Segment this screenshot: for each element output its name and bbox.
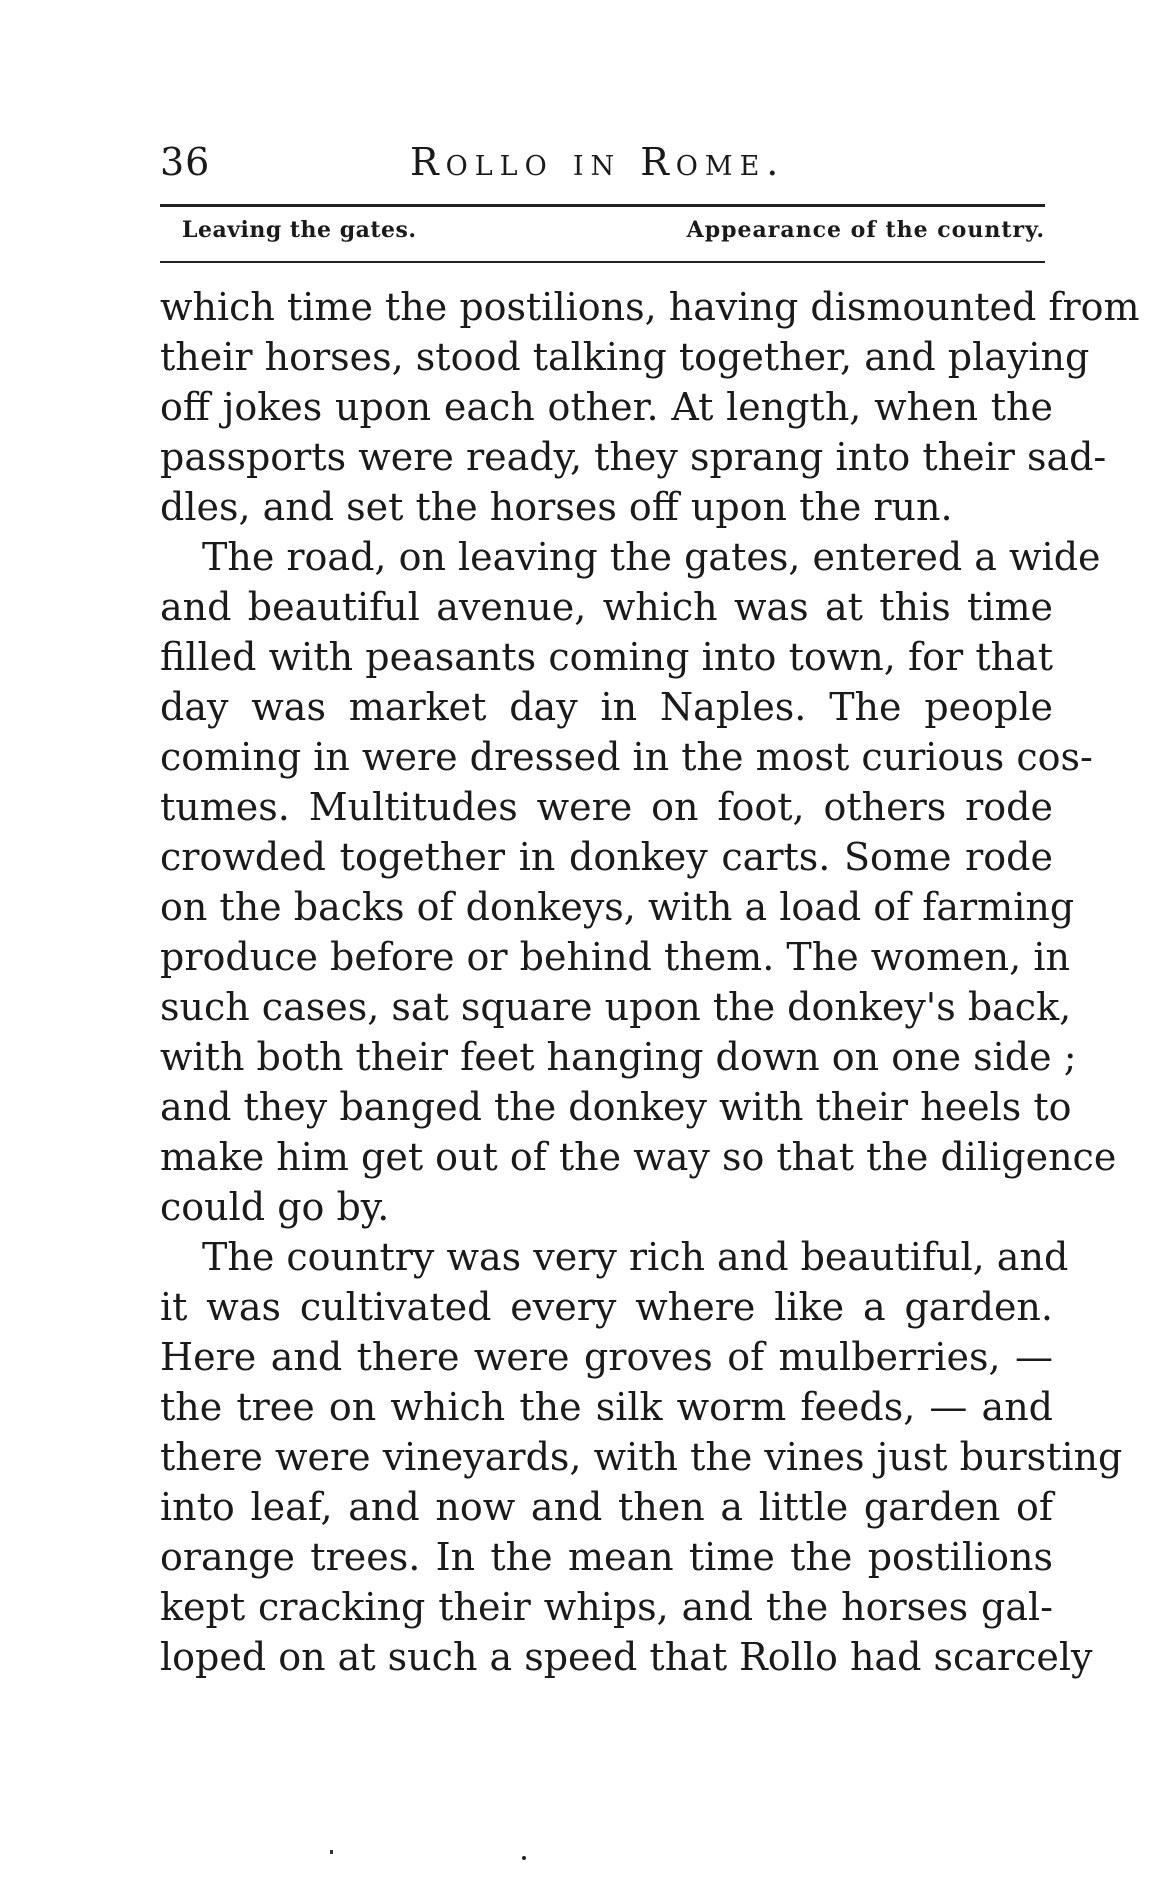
text-line: Here and there were groves of mulberries, —: [160, 1335, 1053, 1379]
paper-specks: [330, 1850, 530, 1870]
running-title: Rollo in Rome.: [410, 140, 786, 184]
text-line: it was cultivated every where like a garden.: [160, 1285, 1053, 1329]
header-rule-top: [160, 204, 1045, 207]
text-line: loped on at such a speed that Rollo had scarcely: [160, 1635, 1093, 1679]
text-line: and beautiful avenue, which was at this time: [160, 585, 1053, 629]
text-line: crowded together in donkey carts. Some rode: [160, 835, 1053, 879]
text-line: with both their feet hanging down on one side ;: [160, 1035, 1077, 1079]
text-line: their horses, stood talking together, and playing: [160, 335, 1090, 379]
text-line: make him get out of the way so that the diligence: [160, 1135, 1117, 1179]
speck: [330, 1850, 333, 1854]
header-rule-bottom: [160, 261, 1045, 263]
text-line: tumes. Multitudes were on foot, others rode: [160, 785, 1053, 829]
text-line: filled with peasants coming into town, for that: [160, 635, 1053, 679]
text-line: the tree on which the silk worm feeds, — and: [160, 1385, 1053, 1429]
text-line: on the backs of donkeys, with a load of farming: [160, 885, 1075, 929]
text-line: passports were ready, they sprang into their sad-: [160, 435, 1107, 479]
text-line: The road, on leaving the gates, entered a wide: [202, 535, 1101, 579]
speck: [522, 1856, 526, 1860]
side-note-right: Appearance of the country.: [686, 217, 1045, 243]
text-line: such cases, sat square upon the donkey's back,: [160, 985, 1072, 1029]
text-line: day was market day in Naples. The people: [160, 685, 1053, 729]
text-line: The country was very rich and beautiful, and: [202, 1235, 1069, 1279]
side-note-left: Leaving the gates.: [182, 217, 417, 243]
text-line: produce before or behind them. The women, in: [160, 935, 1070, 979]
text-line: dles, and set the horses off upon the run.: [160, 485, 953, 529]
body-text: [160, 282, 1140, 1682]
text-line: kept cracking their whips, and the horses gal-: [160, 1585, 1053, 1629]
text-line: could go by.: [160, 1185, 390, 1229]
page-number: 36: [160, 140, 211, 184]
text-line: coming in were dressed in the most curious cos-: [160, 735, 1093, 779]
text-line: which time the postilions, having dismounted from: [160, 285, 1140, 329]
text-line: off jokes upon each other. At length, when the: [160, 385, 1053, 429]
text-line: and they banged the donkey with their heels to: [160, 1085, 1072, 1129]
text-line: orange trees. In the mean time the postilions: [160, 1535, 1053, 1579]
text-line: into leaf, and now and then a little garden of: [160, 1485, 1053, 1529]
text-line: there were vineyards, with the vines just bursting: [160, 1435, 1123, 1479]
